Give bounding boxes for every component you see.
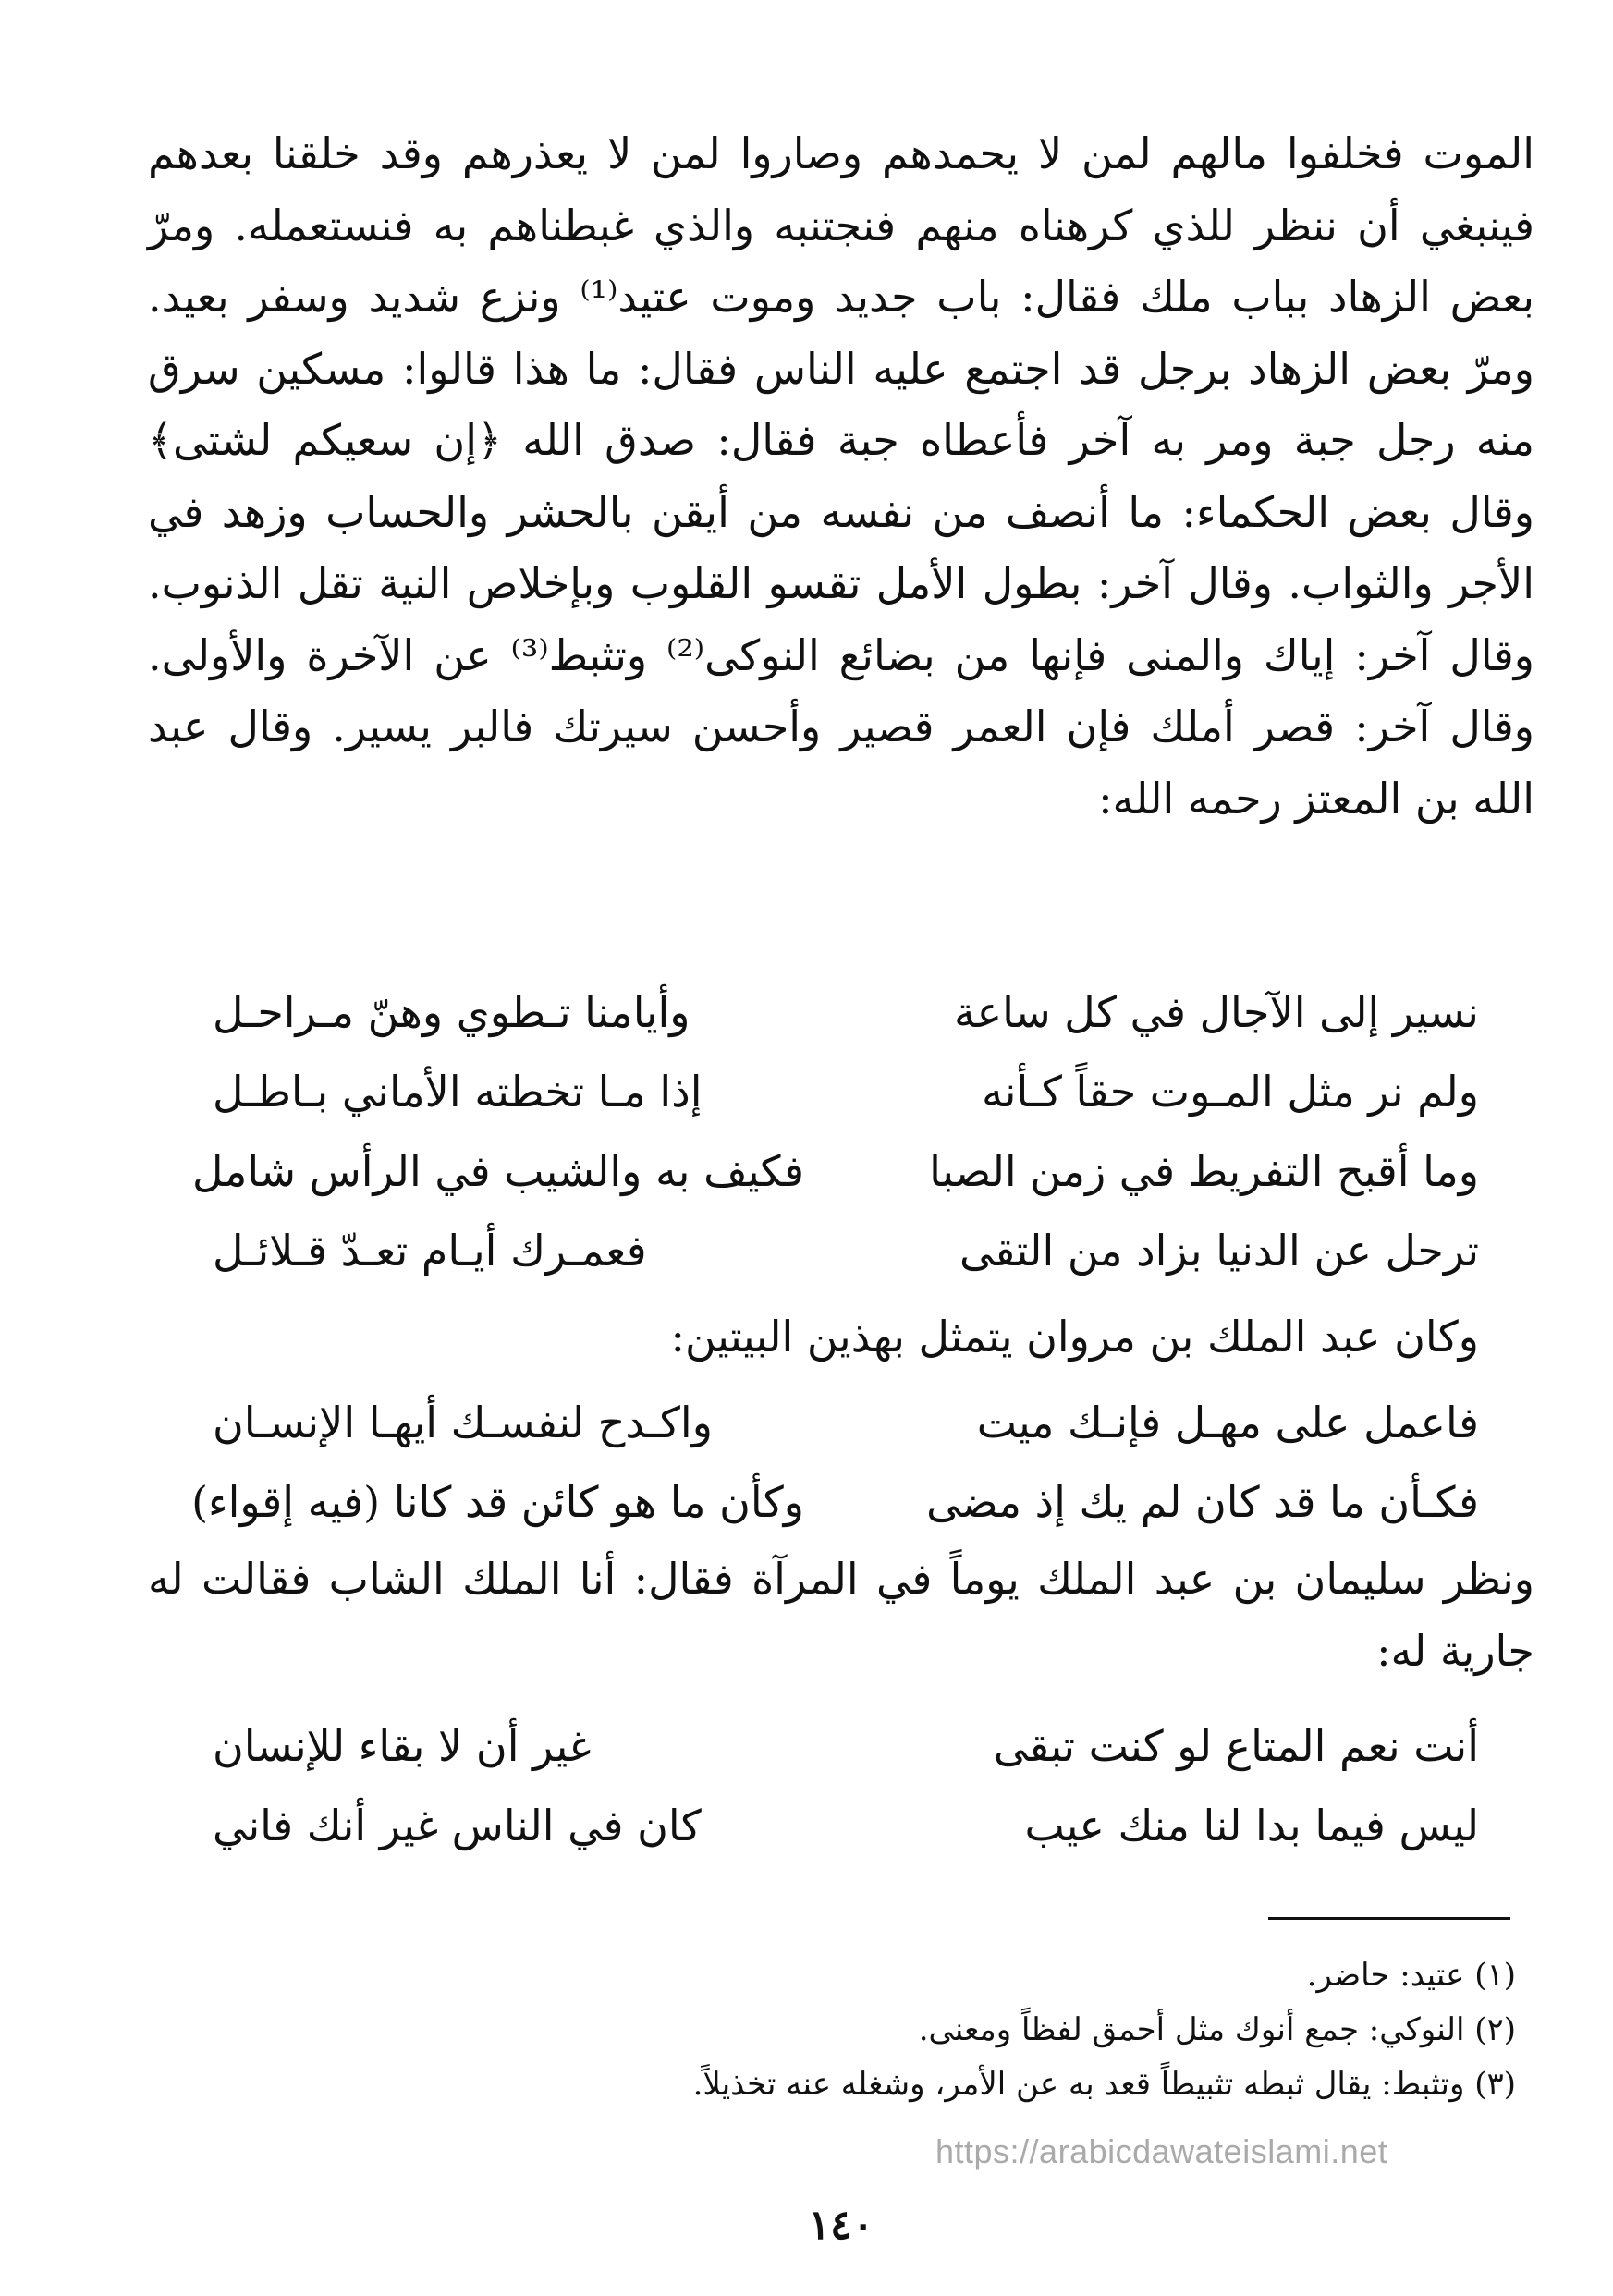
watermark-url: https://arabicdawateislami.net [935,2132,1388,2170]
footnote-3: (٣) وتثبط: يقال ثبطه تثبيطاً قعد به عن الأمر، وشغله عنه تخذيلاً. [692,2066,1516,2103]
verse-second-hemistich: وكأن ما هو كائن قد كانا (فيه إقواء) [191,1477,804,1527]
verse-first-hemistich: ترحل عن الدنيا بزاد من التقى [959,1226,1479,1276]
verse [185,987,1479,1067]
paragraph-1: الموت فخلفوا مالهم لمن لا يحمدهم وصاروا لمن لا يعذرهم وقد خلقنا بعدهم فينبغي أن ننظر للذي كرهناه منهم فنجتنبه والذي غبطناهم به فنستعمله. ومرّ بعض الزهاد بباب ملك فقال: باب جديد وموت عتيد⁽¹⁾ ونزع شديد وسفر بعيد. ومرّ بعض الزهاد برجل قد اجتمع عليه الناس فقال: ما هذا قالوا: مسكين سرق منه رجل جبة ومر به آخر فأعطاه جبة فقال: صدق الله ﴿إن سعيكم لشتى﴾ وقال بعض الحكماء: ما أنصف من نفسه من أيقن بالحشر والحساب وزهد في الأجر والثواب. وقال آخر: بطول الأمل تقسو القلوب وبإخلاص النية تقل الذنوب. وقال آخر: إياك والمنى فإنها من بضائع النوكى⁽²⁾ وتثبط⁽³⁾ عن الآخرة والأولى. وقال آخر: قصر أملك فإن العمر قصير وأحسن سيرتك فالبر يسير. وقال عبد الله بن المعتز رحمه الله: [148,128,1534,824]
verse-second-hemistich: واكـدح لنفسـك أيهـا الإنسـان [213,1398,713,1447]
verse [185,1801,1479,1880]
verse-first-hemistich: نسير إلى الآجال في كل ساعة [954,987,1479,1037]
verse-second-hemistich: كان في الناس غير أنك فاني [213,1801,702,1850]
verse-second-hemistich: فعمـرك أيـام تعـدّ قـلائـل [213,1226,647,1276]
poem-ibn-al-mutazz [185,987,1479,1305]
verse [185,1146,1479,1226]
poem-2-intro [518,1301,1479,1374]
verse-first-hemistich: أنت نعم المتاع لو كنت تبقى [993,1721,1479,1771]
verse [185,1398,1479,1477]
paragraph-3: ونظر سليمان بن عبد الملك يوماً في المرآة فقال: أنا الملك الشاب فقالت له جارية له: [148,1554,1534,1676]
intro-line: وكان عبد الملك بن مروان يتمثل بهذين البيتين: [670,1312,1479,1362]
verse-second-hemistich: إذا مـا تخطته الأماني بـاطـل [213,1067,703,1117]
page-number: ١٤٠ [808,2202,874,2249]
verse [185,1721,1479,1801]
verse-second-hemistich: غير أن لا بقاء للإنسان [213,1721,592,1771]
verse [185,1226,1479,1305]
verse [185,1067,1479,1146]
footnote-separator [1268,1917,1510,1920]
poem-abd-al-malik [185,1398,1479,1557]
verse-first-hemistich: ولم نر مثل المـوت حقاً كـأنه [981,1067,1479,1117]
footnotes [277,1948,1516,2112]
verse-first-hemistich: فكـأن ما قد كان لم يك إذ مضى [926,1477,1479,1527]
verse-first-hemistich: وما أقبح التفريط في زمن الصبا [929,1146,1479,1196]
main-paragraph [148,118,1534,835]
poem-jariya [185,1721,1479,1880]
verse-first-hemistich: ليس فيما بدا لنا منك عيب [1024,1801,1479,1850]
footnote-1: (١) عتيد: حاضر. [1306,1957,1516,1994]
verse-first-hemistich: فاعمل على مهـل فإنـك ميت [976,1398,1479,1447]
footnote-2: (٢) النوكي: جمع أنوك مثل أحمق لفظاً ومعنى. [918,2011,1516,2048]
verse-second-hemistich: فكيف به والشيب في الرأس شامل [191,1146,804,1196]
verse-second-hemistich: وأيامنا تـطوي وهنّ مـراحـل [213,987,690,1037]
paragraph-sulayman [148,1544,1534,1687]
